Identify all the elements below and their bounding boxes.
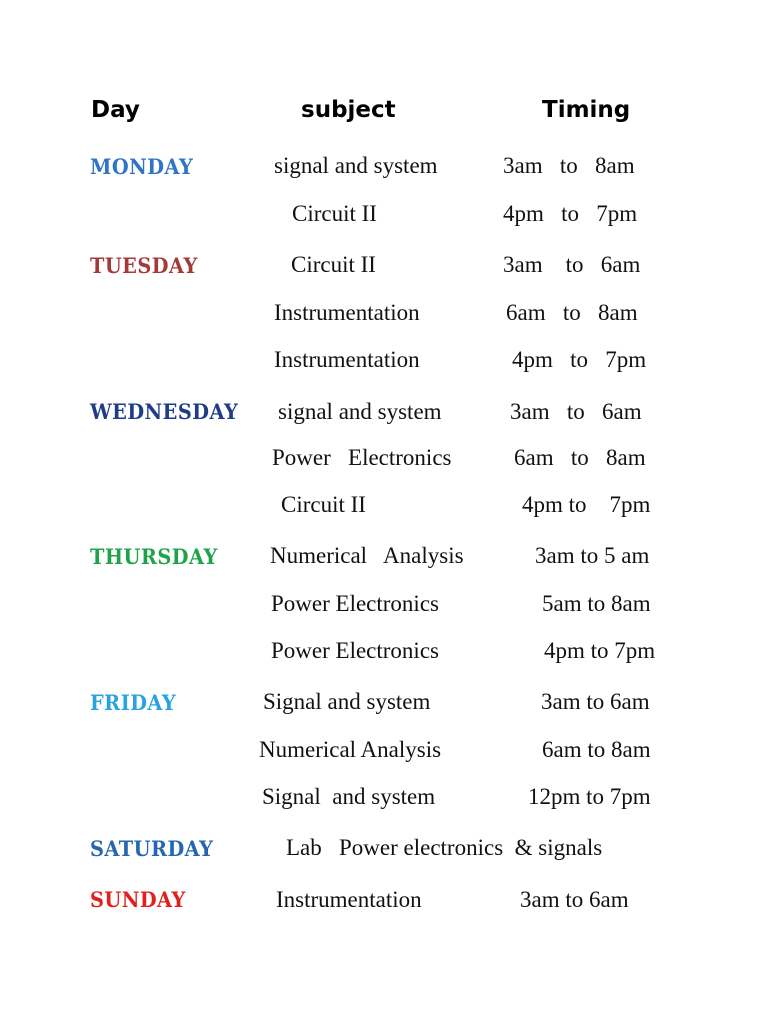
subject-cell: signal and system (278, 399, 442, 424)
subject-cell: Lab Power electronics & signals (286, 835, 603, 860)
day-tuesday: TUESDAY (90, 253, 198, 278)
timing-cell: 6am to 8am (506, 300, 638, 325)
subject-cell: Circuit II (292, 201, 377, 226)
timing-cell: 3am to 6am (541, 689, 650, 714)
header-subject: subject (301, 97, 396, 123)
subject-cell: Instrumentation (274, 347, 420, 372)
timing-cell: 3am to 6am (503, 252, 641, 277)
day-friday: FRIDAY (90, 690, 177, 715)
header-timing: Timing (542, 97, 631, 123)
subject-cell: Numerical Analysis (270, 543, 464, 568)
subject-cell: Circuit II (281, 492, 366, 517)
timing-cell: 4pm to 7pm (544, 638, 656, 663)
timing-cell: 4pm to 7pm (512, 347, 647, 372)
day-wednesday: WEDNESDAY (90, 399, 239, 424)
timing-cell: 3am to 8am (503, 153, 635, 178)
timing-cell: 3am to 6am (520, 887, 629, 912)
header-day: Day (91, 97, 140, 123)
subject-cell: Instrumentation (276, 887, 422, 912)
subject-cell: Power Electronics (271, 591, 439, 616)
subject-cell: Signal and system (263, 689, 431, 714)
timing-cell: 3am to 5 am (535, 543, 650, 568)
day-saturday: SATURDAY (90, 836, 214, 861)
subject-cell: Power Electronics (272, 445, 452, 470)
day-thursday: THURSDAY (90, 544, 218, 569)
timing-cell: 6am to 8am (514, 445, 646, 470)
subject-cell: Instrumentation (274, 300, 420, 325)
subject-cell: Numerical Analysis (259, 737, 442, 762)
day-sunday: SUNDAY (90, 887, 186, 912)
timing-cell: 6am to 8am (542, 737, 651, 762)
timing-cell: 3am to 6am (510, 399, 642, 424)
timing-cell: 4pm to 7pm (503, 201, 638, 226)
subject-cell: Power Electronics (271, 638, 439, 663)
subject-cell: Circuit II (291, 252, 376, 277)
timing-cell: 4pm to 7pm (522, 492, 651, 517)
timing-cell: 5am to 8am (542, 591, 651, 616)
subject-cell: signal and system (274, 153, 438, 178)
subject-cell: Signal and system (262, 784, 436, 809)
day-monday: MONDAY (90, 154, 194, 179)
timing-cell: 12pm to 7pm (528, 784, 651, 809)
